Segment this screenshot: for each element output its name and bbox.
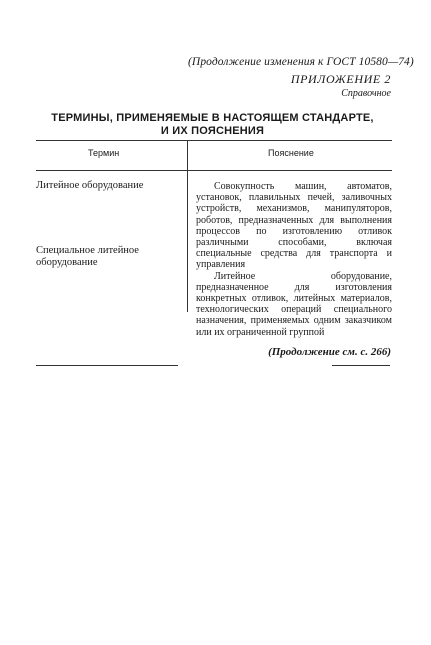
column-header-explanation: Пояснение: [268, 148, 314, 158]
explanation-text: Литейное оборудование, предназначенное для изготовления конкретных отливок, литейных материалов, технологических операций специального назначения, применяемых одним заказчиком или их ограниченной группой: [196, 270, 392, 338]
title-line-1: ТЕРМИНЫ, ПРИМЕНЯЕМЫЕ В НАСТОЯЩЕМ СТАНДАРТЕ,: [51, 112, 374, 124]
appendix-label: ПРИЛОЖЕНИЕ 2: [290, 72, 391, 86]
term-cell: Специальное литейное оборудование: [36, 245, 139, 268]
title-line-2: И ИХ ПОЯСНЕНИЯ: [160, 125, 265, 137]
table-header-rule: [36, 170, 392, 171]
page-title: [50, 112, 375, 138]
bottom-rule-right: [332, 365, 390, 366]
continuation-footer: (Продолжение см. с. 266): [268, 346, 391, 358]
explanation-text: Совокупность машин, автоматов, установок, плавильных печей, заливочных устройств, механизмов, манипуляторов, роботов, предназначенных для выполнения процессов по изготовлению отливок различными способами, включая специальные средства для транспорта и управления: [196, 181, 392, 271]
column-header-term: Термин: [88, 148, 120, 158]
explanation-cell: [196, 181, 392, 338]
bottom-rule-left: [36, 365, 178, 366]
continuation-note: (Продолжение изменения к ГОСТ 10580—74): [188, 56, 414, 68]
term-cell: Литейное оборудование: [36, 180, 144, 191]
reference-label: Справочное: [341, 88, 391, 99]
table-column-divider: [187, 140, 188, 312]
table-top-rule: [36, 140, 392, 141]
